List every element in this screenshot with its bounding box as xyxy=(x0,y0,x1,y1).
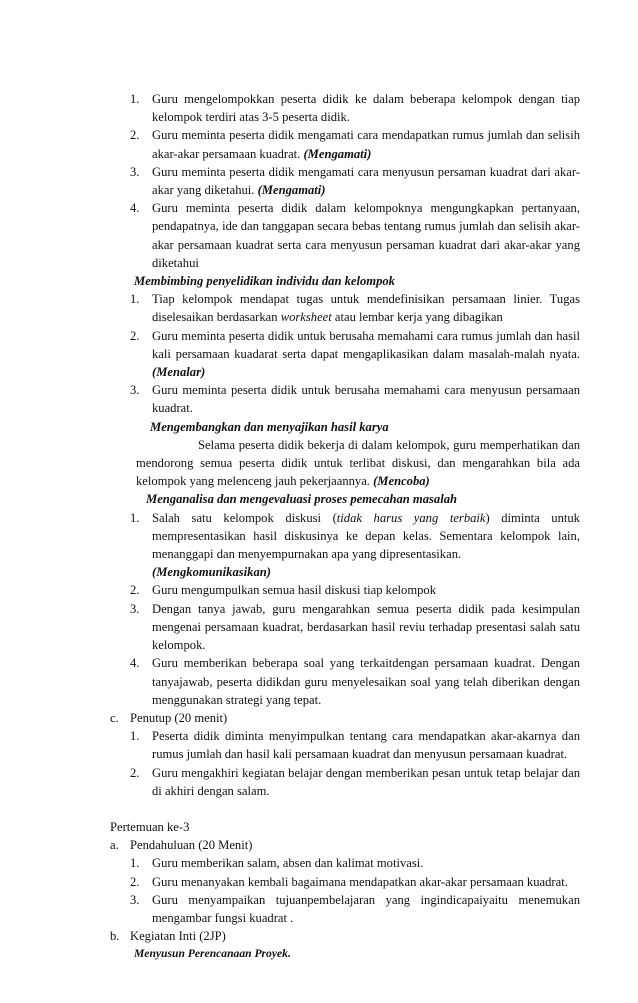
italic-term: tidak harus yang terbaik xyxy=(336,510,486,525)
section-letter: b. xyxy=(110,929,120,944)
list-number: 4. xyxy=(130,201,140,216)
intro-steps-list xyxy=(110,854,580,927)
list-item xyxy=(110,654,580,709)
list-item-text: Guru meminta peserta didik mengamati cara mendapatkan rumus jumlah dan selisih akar-akar persamaan kuadrat. xyxy=(152,128,580,161)
activity-tag: (Mengkomunikasikan) xyxy=(152,565,271,580)
section-title: Kegiatan Inti (2JP) xyxy=(130,929,226,944)
section-title: Penutup (20 menit) xyxy=(130,710,228,725)
section-penutup xyxy=(110,709,580,727)
list-number: 2. xyxy=(130,128,140,143)
list-item xyxy=(110,854,580,872)
list-item xyxy=(110,126,580,162)
analysis-steps-list xyxy=(110,509,580,709)
section-heading: Mengembangkan dan menyajikan hasil karya xyxy=(150,419,389,434)
activity-tag: (Mengamati) xyxy=(257,183,326,198)
list-number: 1. xyxy=(130,856,140,871)
list-item xyxy=(110,90,580,126)
list-item xyxy=(110,581,580,599)
paragraph xyxy=(110,436,580,491)
list-number: 1. xyxy=(130,729,140,744)
list-item-text: Peserta didik diminta menyimpulkan tentang cara mendapatkan akar-akarnya dan rumus jumlah dan hasil kali persamaan kuadrat dan menyusun persamaan kuadrat. xyxy=(152,729,580,762)
list-number: 2. xyxy=(130,328,140,343)
section-letter: c. xyxy=(110,710,119,725)
list-item-text: Guru mengumpulkan semua hasil diskusi tiap kelompok xyxy=(152,583,437,598)
section-kegiatan-inti xyxy=(110,927,580,945)
activity-tag: (Menalar) xyxy=(152,365,206,380)
section-heading: Membimbing penyelidikan individu dan kelompok xyxy=(134,274,395,289)
list-number: 3. xyxy=(130,164,140,179)
list-number: 1. xyxy=(130,92,140,106)
list-number: 1. xyxy=(130,292,140,307)
list-number: 2. xyxy=(130,874,140,889)
list-item xyxy=(110,764,580,800)
list-item-text: Salah satu kelompok diskusi ( xyxy=(152,510,337,525)
meeting-title: Pertemuan ke-3 xyxy=(110,819,190,834)
guidance-steps-list xyxy=(110,290,580,417)
list-item xyxy=(110,873,580,891)
list-item-text: Guru menyampaikan tujuanpembelajaran yang ingindicapaiyaitu menemukan mengambar fungsi kuadrat . xyxy=(152,892,580,925)
list-number: 2. xyxy=(130,765,140,780)
section-heading: Menganalisa dan mengevaluasi proses pemecahan masalah xyxy=(146,492,458,507)
list-number: 4. xyxy=(130,656,140,671)
list-item xyxy=(110,290,580,326)
list-item xyxy=(110,509,580,582)
orientation-steps-list xyxy=(110,90,580,272)
list-item-text: Dengan tanya jawab, guru mengarahkan semua peserta didik pada kesimpulan mengenai persamaan kuadrat, berdasarkan hasil reviu terhadap presentasi salah satu kelompok. xyxy=(152,601,580,653)
list-item-text: Guru meminta peserta didik untuk berusaha memahami cara menyusun persamaan kuadrat. xyxy=(152,383,580,416)
list-number: 3. xyxy=(130,383,140,398)
section-pendahuluan xyxy=(110,836,580,854)
list-item xyxy=(110,891,580,927)
list-item xyxy=(110,381,580,417)
list-item xyxy=(110,600,580,655)
list-number: 2. xyxy=(130,583,140,598)
list-number: 3. xyxy=(130,892,140,907)
italic-term: worksheet xyxy=(280,310,332,325)
activity-tag: (Mencoba) xyxy=(373,474,430,489)
list-item-text: Guru mengelompokkan peserta didik ke dalam beberapa kelompok dengan tiap kelompok terdiri atas 3-5 peserta didik. xyxy=(152,92,580,125)
paragraph-text: Selama peserta didik bekerja di dalam kelompok, guru memperhatikan dan mendorong semua peserta didik untuk terlibat diskusi, dan mengarahkan bila ada kelompok yang melenceng jauh pekerjaannya. xyxy=(136,437,580,489)
list-number: 3. xyxy=(130,601,140,616)
list-item xyxy=(110,199,580,272)
list-item-text: Guru menanyakan kembali bagaimana mendapatkan akar-akar persamaan kuadrat. xyxy=(152,874,568,889)
list-number: 1. xyxy=(130,510,140,525)
list-item-text: Guru memberikan salam, absen dan kalimat motivasi. xyxy=(152,856,424,871)
list-item xyxy=(110,327,580,382)
section-heading: Menyusun Perencanaan Proyek. xyxy=(134,947,291,961)
list-item-text: Guru memberikan beberapa soal yang terkaitdengan persamaan kuadrat. Dengan tanyajawab, peserta didikdan guru menyelesaikan soal yang telah diberikan dengan menggunakan strategi yang tepat. xyxy=(152,656,580,707)
list-item xyxy=(110,727,580,763)
list-item-text: Tiap kelompok mendapat tugas untuk mendefinisikan persamaan linier. Tugas diselesaikan berdasarkan xyxy=(152,292,580,325)
list-item xyxy=(110,163,580,199)
activity-tag: (Mengamati) xyxy=(303,146,372,161)
list-item-text: Guru meminta peserta didik dalam kelompoknya mengungkapkan pertanyaan, pendapatnya, ide dan tanggapan secara bebas tentang rumus jumlah dan selisih akar-akar persamaan kuadrat serta cara menyusun persaman kuadrat dari akar-akar yang diketahui xyxy=(152,201,580,270)
closing-steps-list xyxy=(110,727,580,800)
section-letter: a. xyxy=(110,838,119,853)
list-item-text: atau lembar kerja yang dibagikan xyxy=(331,310,503,325)
list-item-text: ) diminta untuk mempresentasikan hasil diskusinya ke depan kelas. Sementara kelompok lain, menanggapi dan menyempurnakan apa yang dipresentasikan. xyxy=(152,510,580,562)
list-item-text: Guru meminta peserta didik mengamati cara menyusun persaman kuadrat dari akar-akar yang diketahui. xyxy=(152,164,580,198)
section-title: Pendahuluan (20 Menit) xyxy=(130,838,253,853)
list-item-text: Guru meminta peserta didik untuk berusaha memahami cara rumus jumlah dan hasil kali persamaan kuadarat serta dapat mengaplikasikan dalam masalah-malah nyata. xyxy=(152,328,580,361)
document-content xyxy=(110,90,580,964)
list-item-text: Guru mengakhiri kegiatan belajar dengan memberikan pesan untuk tetap belajar dan di akhiri dengan salam. xyxy=(152,765,580,798)
